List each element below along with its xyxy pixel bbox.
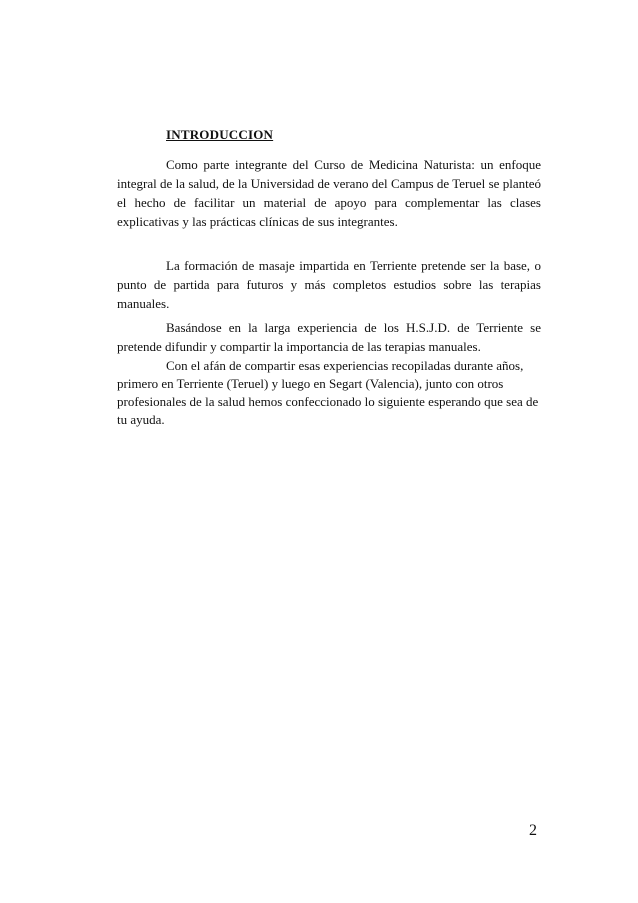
page-number: 2 xyxy=(529,822,537,839)
section-heading: INTRODUCCION xyxy=(166,127,274,142)
paragraph-training: La formación de masaje impartida en Terriente pretende ser la base, o punto de partida para futuros y más completos estudios sobre las terapias manuales. xyxy=(117,258,541,311)
paragraph-purpose: Con el afán de compartir esas experiencias recopiladas durante años, primero en Terriente (Teruel) y luego en Segart (Valencia), junto con otros profesionales de la salud hemos confeccionado lo siguiente esperando que sea de tu ayuda. xyxy=(117,358,539,427)
paragraph-experience: Basándose en la larga experiencia de los H.S.J.D. de Terriente se pretende difundir y compartir la importancia de las terapias manuales. xyxy=(117,320,541,354)
paragraph-intro: Como parte integrante del Curso de Medicina Naturista: un enfoque integral de la salud, de la Universidad de verano del Campus de Teruel se planteó el hecho de facilitar un material de apoyo para complementar las clases explicativas y las prácticas clínicas de sus integrantes. xyxy=(117,157,541,229)
